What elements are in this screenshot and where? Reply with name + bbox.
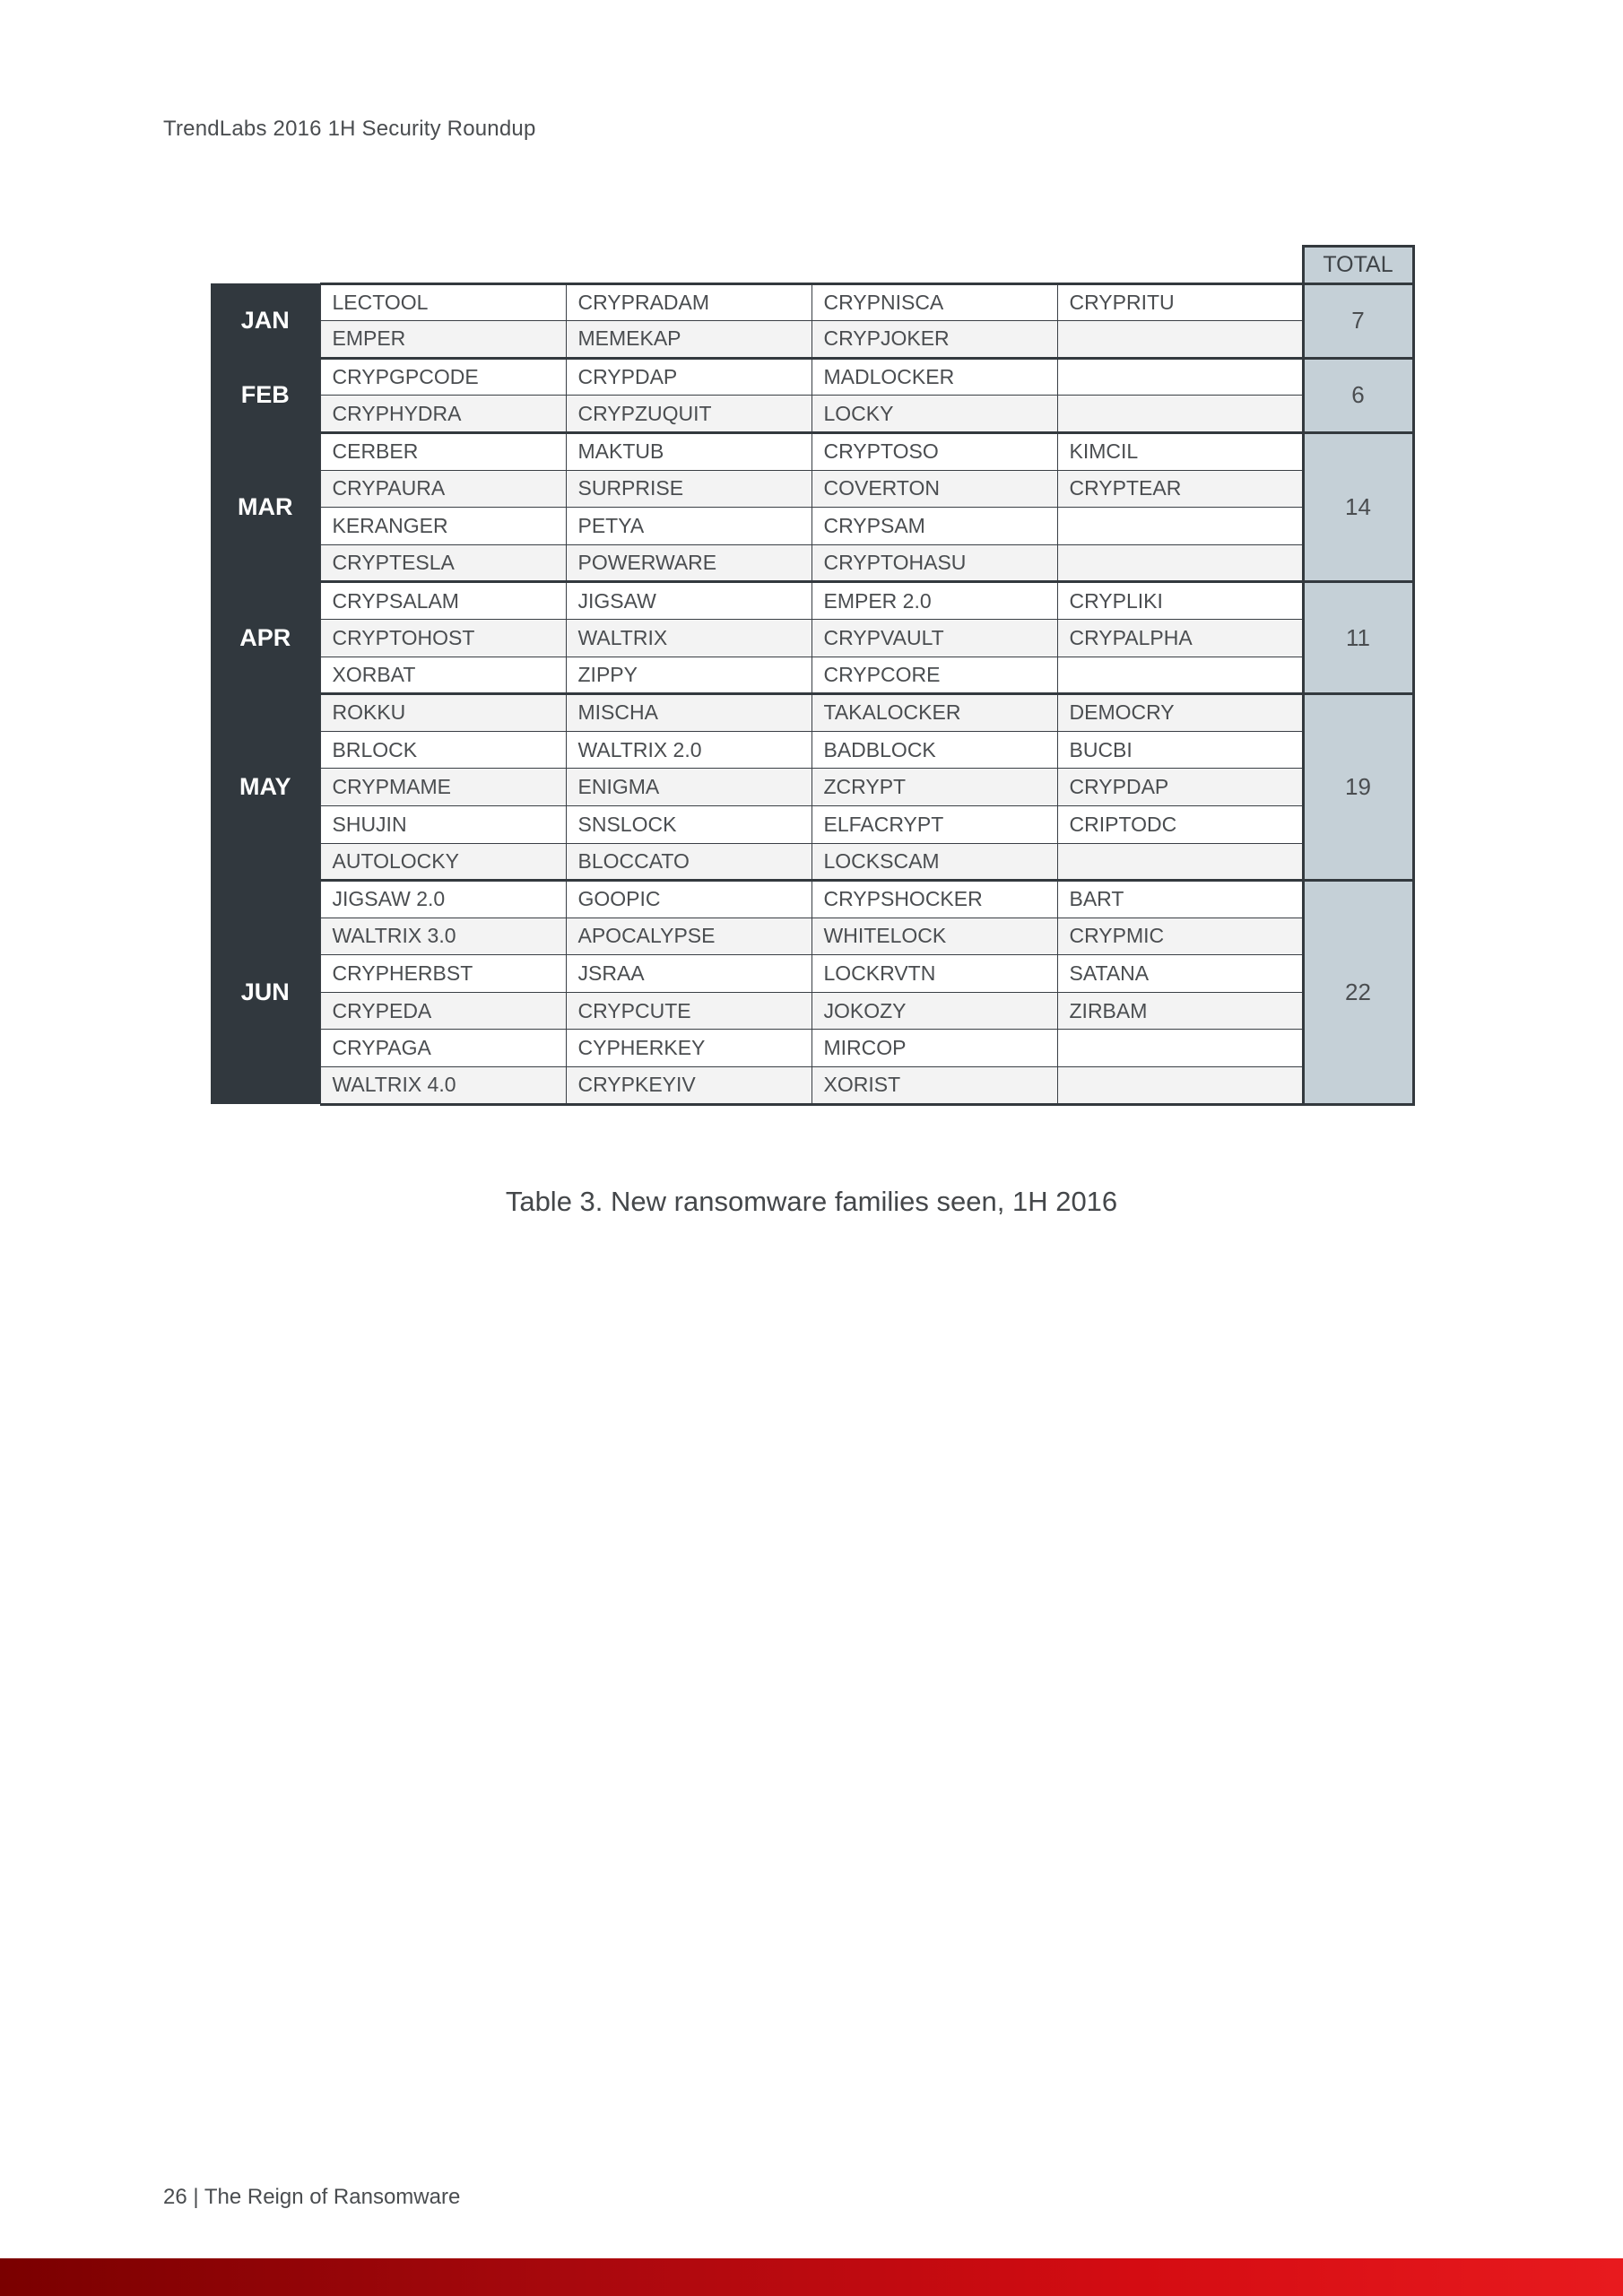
table-row (211, 432, 1413, 470)
month-total: 11 (1303, 582, 1413, 694)
ransomware-family-cell: MEMEKAP (566, 321, 812, 359)
table-row (211, 881, 1413, 918)
ransomware-family-cell: MIRCOP (812, 1030, 1057, 1067)
ransomware-family-cell: CRYPGPCODE (320, 358, 566, 396)
ransomware-family-cell: BART (1057, 881, 1303, 918)
ransomware-family-cell: CRYPTOHOST (320, 619, 566, 657)
page-footer: 26 | The Reign of Ransomware (163, 2185, 461, 2209)
ransomware-family-cell: WHITELOCK (812, 918, 1057, 955)
month-label: FEB (211, 358, 320, 432)
table-row (211, 731, 1413, 769)
ransomware-family-cell (1057, 508, 1303, 545)
table-row (211, 619, 1413, 657)
ransomware-family-cell: WALTRIX 4.0 (320, 1067, 566, 1105)
table-caption: Table 3. New ransomware families seen, 1H 2016 (505, 1186, 1118, 1217)
ransomware-family-cell (1057, 358, 1303, 396)
ransomware-family-cell (1057, 396, 1303, 433)
ransomware-family-cell: BUCBI (1057, 731, 1303, 769)
ransomware-family-cell: KERANGER (320, 508, 566, 545)
ransomware-family-cell: CRYPTOSO (812, 432, 1057, 470)
ransomware-family-cell: SHUJIN (320, 805, 566, 843)
month-total: 19 (1303, 694, 1413, 881)
ransomware-family-cell: JIGSAW 2.0 (320, 881, 566, 918)
ransomware-family-cell: KIMCIL (1057, 432, 1303, 470)
ransomware-family-cell: CRYPVAULT (812, 619, 1057, 657)
ransomware-family-cell: CRYPSAM (812, 508, 1057, 545)
ransomware-family-cell: MAKTUB (566, 432, 812, 470)
ransomware-family-cell: CRYPMAME (320, 769, 566, 806)
table-row (211, 1067, 1413, 1105)
table-row (211, 321, 1413, 359)
ransomware-family-cell: EMPER (320, 321, 566, 359)
table-row (211, 582, 1413, 620)
brand-red-bar (0, 2258, 1623, 2296)
table-row (211, 992, 1413, 1030)
table-row (211, 470, 1413, 508)
ransomware-family-cell: CRYPSALAM (320, 582, 566, 620)
ransomware-family-cell: LOCKY (812, 396, 1057, 433)
ransomware-family-cell: ZCRYPT (812, 769, 1057, 806)
table-row (211, 1030, 1413, 1067)
ransomware-family-cell: CRIPTODC (1057, 805, 1303, 843)
ransomware-family-cell: CRYPCORE (812, 657, 1057, 694)
ransomware-family-cell: JSRAA (566, 955, 812, 993)
ransomware-family-cell: CRYPJOKER (812, 321, 1057, 359)
ransomware-family-cell: APOCALYPSE (566, 918, 812, 955)
ransomware-family-cell: DEMOCRY (1057, 694, 1303, 732)
ransomware-family-cell: CRYPTESLA (320, 544, 566, 582)
ransomware-family-cell: TAKALOCKER (812, 694, 1057, 732)
table-row (211, 843, 1413, 881)
ransomware-family-cell (1057, 657, 1303, 694)
ransomware-family-cell: CRYPLIKI (1057, 582, 1303, 620)
ransomware-table-container (211, 245, 1413, 1106)
ransomware-family-cell: LOCKSCAM (812, 843, 1057, 881)
ransomware-family-cell: XORIST (812, 1067, 1057, 1105)
ransomware-family-cell: MISCHA (566, 694, 812, 732)
ransomware-family-cell: XORBAT (320, 657, 566, 694)
ransomware-family-cell: CERBER (320, 432, 566, 470)
table-row (211, 358, 1413, 396)
ransomware-family-cell: ELFACRYPT (812, 805, 1057, 843)
ransomware-family-cell: PETYA (566, 508, 812, 545)
ransomware-family-cell: CRYPCUTE (566, 992, 812, 1030)
ransomware-family-cell: SNSLOCK (566, 805, 812, 843)
total-column-header: TOTAL (1303, 247, 1413, 284)
ransomware-family-cell: CRYPRITU (1057, 283, 1303, 321)
ransomware-family-cell: CRYPKEYIV (566, 1067, 812, 1105)
ransomware-family-cell: CRYPDAP (1057, 769, 1303, 806)
ransomware-family-cell: CRYPZUQUIT (566, 396, 812, 433)
ransomware-family-cell: SATANA (1057, 955, 1303, 993)
ransomware-family-cell: BLOCCATO (566, 843, 812, 881)
month-label: JUN (211, 881, 320, 1105)
ransomware-family-cell: ENIGMA (566, 769, 812, 806)
month-label: MAR (211, 432, 320, 581)
ransomware-family-cell (1057, 321, 1303, 359)
running-header: TrendLabs 2016 1H Security Roundup (163, 117, 536, 141)
month-label: MAY (211, 694, 320, 881)
ransomware-family-cell: CRYPEDA (320, 992, 566, 1030)
table-row (211, 283, 1413, 321)
ransomware-family-cell: CRYPAURA (320, 470, 566, 508)
month-total: 7 (1303, 283, 1413, 358)
ransomware-family-cell: CRYPNISCA (812, 283, 1057, 321)
ransomware-family-cell: CYPHERKEY (566, 1030, 812, 1067)
table-row (211, 396, 1413, 433)
ransomware-family-cell: JOKOZY (812, 992, 1057, 1030)
month-label: JAN (211, 283, 320, 358)
ransomware-families-table (211, 245, 1415, 1106)
month-total: 14 (1303, 432, 1413, 581)
ransomware-family-cell: EMPER 2.0 (812, 582, 1057, 620)
ransomware-family-cell: ROKKU (320, 694, 566, 732)
ransomware-family-cell: SURPRISE (566, 470, 812, 508)
ransomware-family-cell: MADLOCKER (812, 358, 1057, 396)
ransomware-family-cell: CRYPTEAR (1057, 470, 1303, 508)
ransomware-family-cell: CRYPDAP (566, 358, 812, 396)
ransomware-family-cell (1057, 1067, 1303, 1105)
table-header-row (211, 247, 1413, 284)
ransomware-family-cell (1057, 843, 1303, 881)
ransomware-family-cell: CRYPHYDRA (320, 396, 566, 433)
ransomware-family-cell: CRYPTOHASU (812, 544, 1057, 582)
ransomware-family-cell: CRYPSHOCKER (812, 881, 1057, 918)
ransomware-family-cell: POWERWARE (566, 544, 812, 582)
ransomware-family-cell: GOOPIC (566, 881, 812, 918)
ransomware-family-cell: WALTRIX 2.0 (566, 731, 812, 769)
ransomware-family-cell: CRYPMIC (1057, 918, 1303, 955)
ransomware-family-cell: CRYPHERBST (320, 955, 566, 993)
table-row (211, 918, 1413, 955)
month-total: 22 (1303, 881, 1413, 1105)
month-label: APR (211, 582, 320, 694)
ransomware-family-cell: BADBLOCK (812, 731, 1057, 769)
ransomware-family-cell: WALTRIX (566, 619, 812, 657)
ransomware-family-cell: ZIRBAM (1057, 992, 1303, 1030)
ransomware-family-cell (1057, 1030, 1303, 1067)
ransomware-family-cell: LECTOOL (320, 283, 566, 321)
table-row (211, 508, 1413, 545)
ransomware-family-cell: LOCKRVTN (812, 955, 1057, 993)
table-row (211, 805, 1413, 843)
ransomware-family-cell: JIGSAW (566, 582, 812, 620)
ransomware-family-cell: CRYPAGA (320, 1030, 566, 1067)
table-row (211, 769, 1413, 806)
ransomware-family-cell: CRYPALPHA (1057, 619, 1303, 657)
month-total: 6 (1303, 358, 1413, 432)
ransomware-family-cell: AUTOLOCKY (320, 843, 566, 881)
table-row (211, 657, 1413, 694)
ransomware-family-cell (1057, 544, 1303, 582)
table-row (211, 544, 1413, 582)
ransomware-family-cell: ZIPPY (566, 657, 812, 694)
ransomware-family-cell: COVERTON (812, 470, 1057, 508)
ransomware-family-cell: BRLOCK (320, 731, 566, 769)
ransomware-family-cell: CRYPRADAM (566, 283, 812, 321)
ransomware-family-cell: WALTRIX 3.0 (320, 918, 566, 955)
table-row (211, 694, 1413, 732)
table-row (211, 955, 1413, 993)
